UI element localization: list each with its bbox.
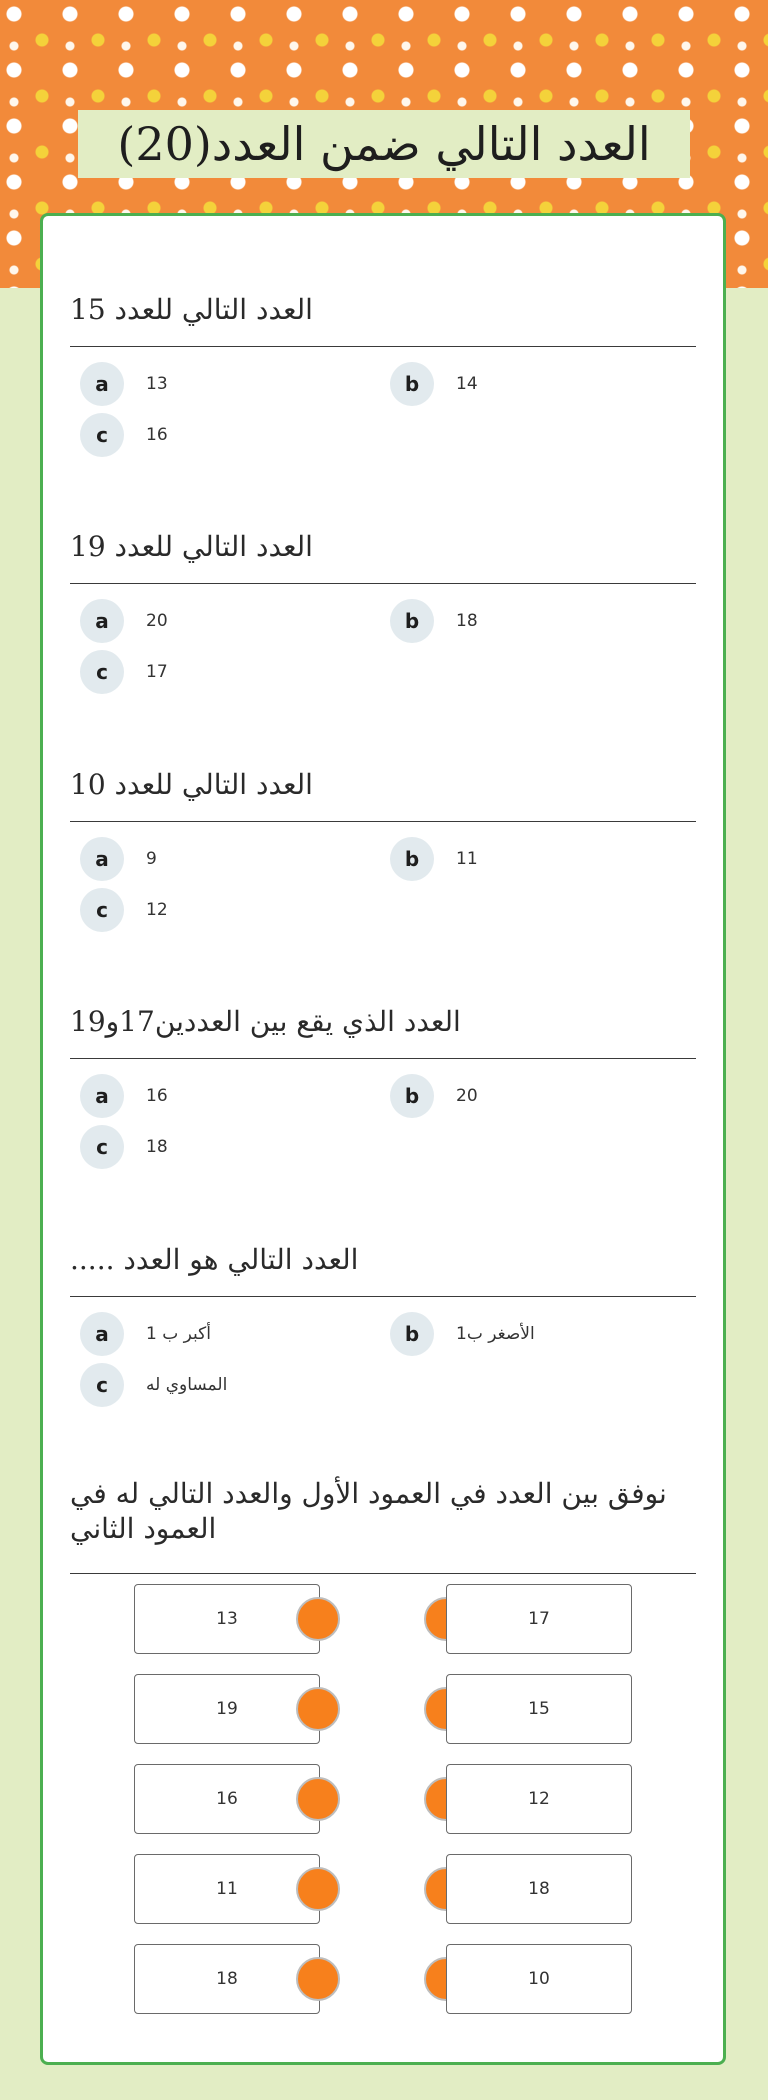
question-2-option-a[interactable] [80,599,168,643]
question-3-option-c[interactable] [80,888,168,932]
question-1-option-b[interactable] [390,362,478,406]
option-text: 20 [146,611,168,631]
question-5-divider [70,1296,696,1297]
question-2-title: العدد التالي للعدد 19 [70,530,313,563]
option-text: 18 [146,1137,168,1157]
question-1-option-c[interactable] [80,413,168,457]
option-letter-badge: b [390,1074,434,1118]
question-1-title: العدد التالي للعدد 15 [70,293,313,326]
worksheet-title-box [78,110,690,178]
match-left-connector-3[interactable] [296,1777,340,1821]
option-text: 14 [456,374,478,394]
option-letter-badge: b [390,1312,434,1356]
option-text: 12 [146,900,168,920]
option-text: 11 [456,849,478,869]
match-left-item-4[interactable]: 11 [134,1854,320,1924]
option-text: 17 [146,662,168,682]
option-letter-badge: a [80,362,124,406]
question-3-option-a[interactable] [80,837,157,881]
question-2-option-c[interactable] [80,650,168,694]
match-right-item-1[interactable]: 17 [446,1584,632,1654]
question-2-divider [70,583,696,584]
match-left-item-3[interactable]: 16 [134,1764,320,1834]
option-text: أكبر ب 1 [146,1324,211,1344]
question-3-divider [70,821,696,822]
question-4-option-c[interactable] [80,1125,168,1169]
option-letter-badge: a [80,837,124,881]
option-letter-badge: b [390,599,434,643]
question-5-option-a[interactable] [80,1312,211,1356]
question-4-divider [70,1058,696,1059]
option-letter-badge: b [390,837,434,881]
match-left-item-2[interactable]: 19 [134,1674,320,1744]
match-left-item-5[interactable]: 18 [134,1944,320,2014]
question-4-option-a[interactable] [80,1074,168,1118]
question-1-divider [70,346,696,347]
option-text: 18 [456,611,478,631]
option-letter-badge: a [80,599,124,643]
option-letter-badge: c [80,413,124,457]
option-letter-badge: c [80,1125,124,1169]
question-2-option-b[interactable] [390,599,478,643]
option-letter-badge: a [80,1074,124,1118]
option-letter-badge: c [80,888,124,932]
match-right-item-4[interactable]: 18 [446,1854,632,1924]
option-text: 20 [456,1086,478,1106]
match-left-connector-5[interactable] [296,1957,340,2001]
option-text: 13 [146,374,168,394]
match-left-connector-1[interactable] [296,1597,340,1641]
option-letter-badge: c [80,1363,124,1407]
question-3-option-b[interactable] [390,837,478,881]
match-left-connector-4[interactable] [296,1867,340,1911]
question-3-title: العدد التالي للعدد 10 [70,768,313,801]
option-text: 16 [146,425,168,445]
match-left-item-1[interactable]: 13 [134,1584,320,1654]
match-left-connector-2[interactable] [296,1687,340,1731]
question-5-option-b[interactable] [390,1312,535,1356]
match-right-item-3[interactable]: 12 [446,1764,632,1834]
option-text: 9 [146,849,157,869]
match-right-item-2[interactable]: 15 [446,1674,632,1744]
question-4-title: العدد الذي يقع بين العددين17و19 [70,1005,461,1038]
matching-question-title: نوفق بين العدد في العمود الأول والعدد التالي له في العمود الثاني [70,1477,667,1545]
matching-question-divider [70,1573,696,1574]
match-right-item-5[interactable]: 10 [446,1944,632,2014]
option-letter-badge: b [390,362,434,406]
question-4-option-b[interactable] [390,1074,478,1118]
question-1-option-a[interactable] [80,362,168,406]
question-5-title: العدد التالي هو العدد ..... [70,1243,359,1276]
option-text: المساوي له [146,1375,228,1395]
option-letter-badge: c [80,650,124,694]
question-5-option-c[interactable] [80,1363,227,1407]
option-text: 16 [146,1086,168,1106]
option-letter-badge: a [80,1312,124,1356]
worksheet-title: العدد التالي ضمن العدد(20) [117,117,651,171]
option-text: الأصغر ب1 [456,1324,535,1344]
